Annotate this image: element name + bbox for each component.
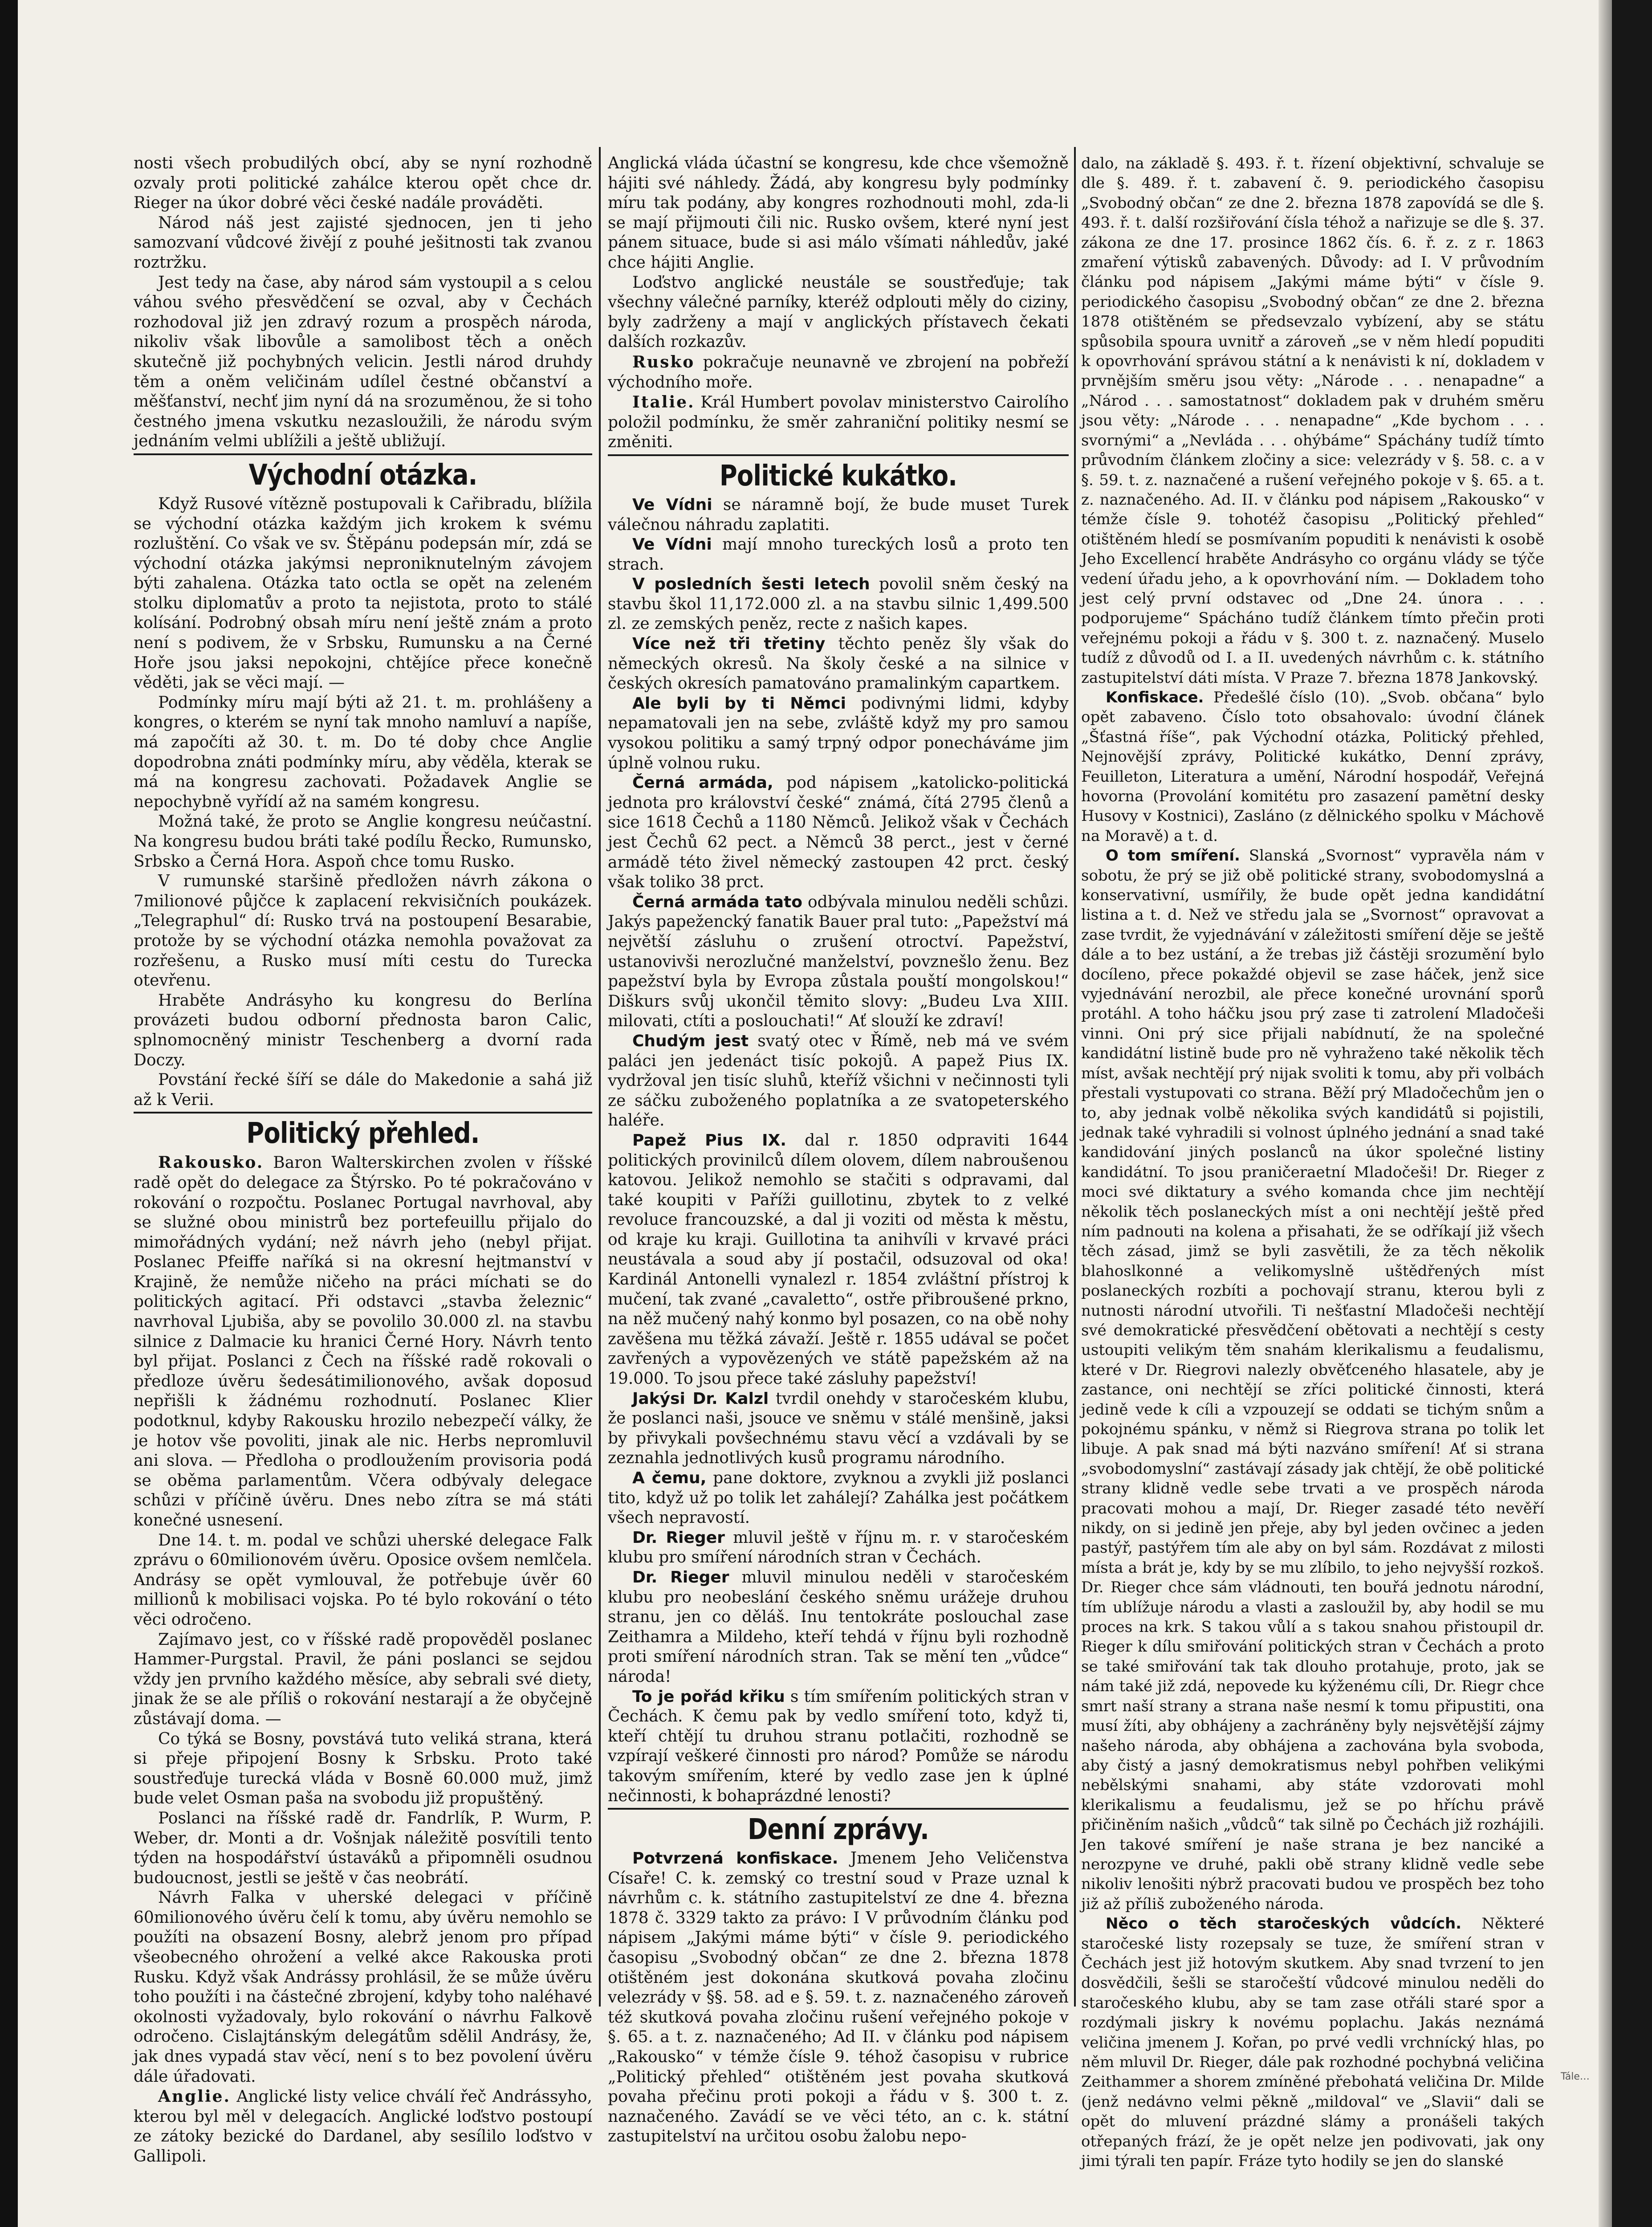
paragraph-text: mluvil minulou neděli v staročeském klubu pro neobeslání českého sněmu urážeje druhou stranu, jen co děláš. Inu tentokráte poslouchal zase Zeithamra a Mildeho, kteří tehdá v říjnu byli rozhodně proti smíření národních stran. Tak se mění ten „vůdce“ národa!	[608, 1568, 1069, 1686]
lead-text: Černá armáda tato	[632, 893, 803, 911]
paragraph-text: Předešlé číslo (10). „Svob. občana“ bylo opět zabaveno. Číslo toto obsahovalo: úvodní článek „Šťastná říše“, pak Východní otázka, Politický přehled, Nejnovější zprávy, Politické kukátko, Denní zprávy, Feuilleton, Literatura a umění, Národní hospodář, Veřejná hovorna (Provolání komitétu pro zasazení pamětní desky Husovy v Kostnici), Zasláno (z dělnického spolku v Máchově na Moravě) a t. d.	[1081, 688, 1544, 845]
paragraph	[608, 352, 1069, 392]
column-1	[134, 154, 592, 2166]
paragraph: Národ náš jest zajisté sjednocen, jen ti jeho samozvaní vůdcové živějí z pouhé ješitnosti tak zvanou roztržku.	[134, 213, 592, 272]
paragraph-text: mluvil ještě v říjnu m. r. v staročeském klubu pro smíření národních stran v Čechách.	[608, 1528, 1069, 1567]
section-rule	[608, 454, 1069, 456]
lead-text: Ve Vídni	[632, 535, 712, 554]
paragraph: Dne 14. t. m. podal ve schůzi uherské delegace Falk zprávu o 60milionovém úvěru. Oposice ovšem nemlčela. Andrásy se opět vymlouval, že potřebuje úvěr 60 millionů k mobilisaci vojska. Po té bylo rokování o této věci odročeno.	[134, 1531, 592, 1629]
paragraph: Povstání řecké šíří se dále do Makedonie a sahá již až k Verii.	[134, 1071, 592, 1109]
lead-text: Chudým jest	[632, 1032, 749, 1050]
paragraph-text: odbývala minulou neděli schůzi. Jakýs papežencký fanatik Bauer pral tuto: „Papežství má největší zásluhu o zrušení otroctví. Papežství, ustanovivši nerozlučné manželství, povznešlo ženu. Bez papežství byla by Evropa zůstala pouští mongolskou!“ Diškurs svůj ukončil těmito slovy: „Budeu Lva XIII. milovati, ctíti a poslouchati!“ Ať slouží ke zdraví!	[608, 893, 1069, 1031]
paragraph	[608, 392, 1069, 453]
lead-text: V posledních šesti letech	[632, 575, 870, 594]
section-rule	[608, 1808, 1069, 1810]
lead-text: Dr. Rieger	[632, 1528, 725, 1547]
lead-text: Ve Vídni	[632, 495, 712, 514]
column-2	[608, 154, 1069, 2146]
lead-text: Dr. Rieger	[632, 1568, 729, 1587]
lead-russia: Rusko	[632, 352, 695, 371]
column-3	[1081, 154, 1544, 2170]
paragraph	[608, 773, 1069, 893]
paragraph	[608, 535, 1069, 575]
section-rule	[134, 453, 592, 455]
paragraph-text: Anglické listy velice chválí řeč Andrássyho, kterou byl měl v delegacích. Anglické loďstvo postoupí ze zátoky bezické do Dardanel, aby sesílilo loďstvo v Gallipoli.	[134, 2088, 592, 2166]
lead-england: Anglie.	[158, 2087, 231, 2106]
lead-text: Potvrzená konfiskace.	[632, 1849, 838, 1868]
paragraph: Podmínky míru mají býti až 21. t. m. prohlášeny a kongres, o kterém se nyní tak mnoho namluví a napíše, má započíti až 30. t. m. Do té doby chce Anglie dopodrobna znáti podmínky míru, aby věděla, kterak se má na kongresu zachovati. Požadavek Anglie se nepochybně vyřídí až na samém kongresu.	[134, 693, 592, 811]
scan-edge-shadow	[1599, 0, 1612, 2227]
paragraph-text: svatý otec v Římě, neb má ve svém paláci jen jedenáct tisíc pokojů. A papež Pius IX. vydržoval jen tisíc sluhů, kteříž všichni v nečinnosti tyli ze sáčku zuboženého poplatníka a ze svatopeterského haléře.	[608, 1032, 1069, 1130]
paragraph-text: tvrdil onehdy v staročeském klubu, že poslanci naši, jsouce ve sněmu v stálé menšině, jaksi by přivykali povšechnému stavu věcí a vzdávali by se zeznahla jednotlivých kusů programu národního.	[608, 1389, 1069, 1468]
paragraph: V rumunské staršině předložen návrh zákona o 7milionové půjčce k zaplacení rekvisičních poukázek. „Telegraphul“ dí: Rusko trvá na postoupení Besarabie, protože by se východní otázka nemohla považovat za rozřešenu, a Rusko musí míti cestu do Turecka otevřenu.	[134, 872, 592, 990]
scan-edge-left	[0, 0, 18, 2227]
paragraph	[608, 694, 1069, 773]
heading-eastern-question: Východní otázka.	[248, 458, 477, 492]
paragraph-text: podivnými lidmi, kdyby nepamatovali jen na sebe, zvláště když my pro samou vysokou politiku a samý trpný odpor ponecháváme jim úplně volnou ruku.	[608, 694, 1069, 772]
paragraph	[608, 495, 1069, 535]
section-rule	[134, 1112, 592, 1114]
paragraph	[1081, 1914, 1544, 2171]
lead-text: Jakýsi Dr. Kalzl	[632, 1389, 769, 1408]
lead-text: Něco o těch staročeských vůdcích.	[1106, 1915, 1462, 1933]
paragraph: dalo, na základě §. 493. ř. t. řízení objektivní, schvaluje se dle §. 489. ř. t. zabavení č. 9. periodického časopisu „Svobodný občan“ ze dne 2. března 1878 zapovídá se dle §. 493. ř. t. další rozšiřování čísla téhož a nařizuje se dle §. 37. zákona ze dne 17. prosince 1862 čís. 6. ř. z. z r. 1863 zmaření výtisků zabavených. Důvody: ad I. V průvodním článku pod nápisem „Jakými máme býti“ v čísle 9. periodického časopisu „Svobodný občan“ ze dne 2. března 1878 otištěném se předsevzalo vybízení, aby se státu spůsobila spoura uvnitř a zároveň „se v něm hledí popuditi k opovrhování správou státní a k nenávisti k ní, dokladem v prvnějším směru jsou věty: „Národe . . . nenapadne“ a „Národ . . . samostatnost“ dokladem pak v druhém směru jsou věty: „Národe . . . nenapadne“ „Kde bychom . . . svornými“ a „Nevláda . . . ohýbáme“ Spáchány tudíž tímto průvodním článkem zločiny a sice: velezrády v §. 58. c. a v §. 59. t. z. naznačené a rušení veřejného pokoje v §. 65. a t. z. naznačeného. Ad. II. v článku pod nápisem „Rakousko“ v témže čísle 9. tohotéž časopisu „Politický přehled“ otištěném hledí se posmívaním popuditi k nenávisti k osobě Jeho Excellencí hraběte Andrásyho co orgánu vlády se týče vedení úřadu jeho, a k opovrhování ním. — Dokladem toho jest celý první odstavec od „Dne 24. února . . . podporujeme“ Spácháno tudíž článkem tímto přečin proti veřejnému pokoji a řádu v §. 300 t. z. naznačený. Muselo tudíž z důvodů od I. a II. uvedených návrhům c. k. státního zastupitelství dáti místa. V Praze 7. března 1878 Jankovský.	[1081, 155, 1544, 687]
paragraph-text: pane doktore, zvyknou a zvykli již poslanci tito, když už po tolik let zahálejí? Zahálka jest počátkem všech nepravostí.	[608, 1469, 1069, 1527]
heading-daily-news: Denní zprávy.	[748, 1813, 929, 1847]
lead-text: Papež Pius IX.	[632, 1131, 786, 1150]
paragraph	[608, 634, 1069, 694]
lead-italy: Italie.	[632, 393, 695, 412]
paragraph: Hraběte Andrásyho ku kongresu do Berlína provázeti budou odborní přednosta baron Calic, splnomocněný ministr Teschenberg a dvorní rada Doczy.	[134, 991, 592, 1069]
paragraph	[608, 1528, 1069, 1568]
lead-text: Ale byli by ti Němci	[632, 694, 846, 713]
paragraph	[1081, 688, 1544, 846]
heading-political-overview: Politický přehled.	[246, 1117, 480, 1150]
lead-austria: Rakousko.	[158, 1153, 264, 1172]
column-rule	[599, 147, 601, 2007]
paragraph-text: Baron Walterskirchen zvolen v říšské radě opět do delegace za Štýrsko. Po té pokračováno v rokování o rozpočtu. Poslanec Portugal navrhoval, aby se služné obou ministrů bez portefeuillu přijalo do mimořádných vydání; než návrh jeho (nebyl přijat. Poslanec Pfeiffe naříká si na okresní hejtmanství v Krajině, že nemůže ničeho na práci míchati se do politických agitací. Při odstavci „stavba železnic“ navrhoval Ljubiša, aby se povolilo 30.000 zl. na stavbu silnice z Dalmacie ku hranici Černé Hory. Návrh tento byl přijat. Poslanci z Čech na říšské radě rokovali o předloze úvěru šedesátimilionového, avšak doposud nepřišli k žádnému rozhodnutí. Poslanec Klier podotknul, kdyby Rakousku hrozilo nebezpečí války, že je hotov vše povoliti, jinak ale nic. Herbs nepromluvil ani slova. — Předloha o prodloužením provisoria podá se oběma parlamentům. Včera odbývaly delegace schůzi v příčině úvěru. Dnes nebo zítra se má státi konečné usnesení.	[134, 1154, 592, 1530]
paragraph	[608, 1849, 1069, 2147]
scan-edge-right	[1612, 0, 1652, 2227]
paragraph-text: s tím smířením politických stran v Čechách. K čemu pak by vedlo smíření toto, když ti, kteří chtějí tu druhou stranu potlačiti, rozhodně se vzpírají veškeré činnosti pro národ? Pomůže se národu takovým smířením, které by vedlo zase jen k úplné nečinnosti, k bohaprázdné lenosti?	[608, 1687, 1069, 1805]
paragraph-text: dal r. 1850 odpraviti 1644 politických provinilců dílem olovem, dílem nabroušenou katovou. Jelikož nemohlo se stačiti s odpravami, dal také koupiti v Paříži guillotinu, zbytek to z velké revoluce francouzské, a dal ji voziti od města k městu, od kraje ku kraji. Guillotina ta anihvíli v krvavé práci neustávala a soud aby jí postačil, odsuzoval od oka! Kardinál Antonelli vynalezl r. 1854 zvláštní přístroj k mučení, tak zvané „cavaletto“, ostře přibroušené prkno, na něž mučený nahý konmo byl posazen, co na obě nohy zavěšena mu těžká závaží. Ještě r. 1855 udával se počet zavřených a vypovězených ve státě papežském až na 19.000. To jsou přece také zásluhy papežství!	[608, 1131, 1069, 1388]
paragraph-text: Král Humbert povolav ministerstvo Cairolího položil podmínku, že směr zahraniční politiky nesmí se změniti.	[608, 393, 1069, 452]
paragraph	[608, 575, 1069, 634]
paragraph	[608, 1687, 1069, 1807]
paragraph: Návrh Falka v uherské delegaci v příčině 60milionového úvěru čelí k tomu, aby úvěru nemohlo se použíti na obsazení Bosny, alebrž jenom pro případ všeobecného ohrožení a velké akce Rakouska proti Rusku. Když však Andrássy prohlásil, že se může úvěru toho použíti i na částečné zbrojení, kdyby toho naléhavé okolnosti vyžadovaly, bylo rokování o návrhu Falkově odročeno. Cislajtánským delegátům sdělil Andrásy, že, jak dnes vypadá stav věcí, není s to bez povolení úvěru dále úřadovati.	[134, 1888, 592, 2086]
paragraph: Zajímavo jest, co v říšské radě propověděl poslanec Hammer-Purgstal. Pravil, že páni poslanci se sejdou vždy jen prvního každého měsíce, aby sebrali své diety, jinak že se ale příliš o rokování nestarají a že obyčejně zůstávají doma. —	[134, 1630, 592, 1728]
lead-text: To je pořád křiku	[632, 1687, 785, 1706]
lead-text: Více než tři třetiny	[632, 635, 826, 653]
paragraph	[134, 1153, 592, 1530]
paragraph: Poslanci na říšské radě dr. Fandrlík, P. Wurm, P. Weber, dr. Monti a dr. Vošnjak náležitě posvítili tento týden na hospodářství ústaváků a připomněli osudnou budoucnost, jestli se ještě v čas neobrátí.	[134, 1809, 592, 1887]
column-rule	[1074, 147, 1076, 2007]
lead-text: A čemu,	[632, 1469, 707, 1487]
paragraph	[134, 2087, 592, 2166]
paragraph-text: povolil sněm český na stavbu škol 11,172.000 zl. a na stavbu silnic 1,499.500 zl. ze zemských peněz, recte z našich kapes.	[608, 575, 1069, 633]
lead-text: O tom smíření.	[1106, 847, 1240, 865]
lead-text: Černá armáda,	[632, 774, 773, 792]
paragraph: Jest tedy na čase, aby národ sám vystoupil a s celou váhou svého přesvědčení se ozval, aby v Čechách rozhodoval již jen zdravý rozum a prospěch národa, nikoliv však libovůle a samolibost těch a oněch skutečně již pochybných velicin. Jestli národ druhdy těm a oněm veličinám udílel čestné občanství a měšťanství, nechť jim nyní dá na srozuměnou, že si toho čestného jmena vskutku nezasloužili, že národu svým jednáním velmi ublížili a ještě ubližují.	[134, 273, 592, 451]
paragraph: nosti všech probudilých obcí, aby se nyní rozhodně ozvaly proti politické zahálce kterou opět chce dr. Rieger na úkor dobré věci české nadále prováděti.	[134, 154, 592, 212]
paragraph-text: Jmenem Jeho Veličenstva Císaře! C. k. zemský co trestní soud v Praze uznal k návrhům c. k. státního zastupitelství ze dne 4. března 1878 č. 3329 takto za právo: I V průvodním článku pod nápisem „Jakými máme býti“ v čísle 9. periodického časopisu „Svobodný občan“ ze dne 2. března 1878 otištěném jest dokonána skutková povaha zločinu velezrády v §§. 58. ad e §. 59. t. z. naznačeného zároveň též skutková povaha zločinu rušení veřejného pokoje v §. 65. a t. z. naznačeného; Ad II. v článku pod nápisem „Rakousko“ v témže čísle 9. téhož časopisu v rubrice „Politický přehled“ otištěném jest povaha skutková povaha přečinu proti pokoji a řádu v §. 300 t. z. naznačeného. Zavádí se ve věci této, an c. k. státní zastupitelství na určitou osobu žalobu nepo-	[608, 1849, 1069, 2146]
paragraph-text: Některé staročeské listy rozepsaly se tuze, že smíření stran v Čechách jest již hotovým skutkem. Aby snad tvrzení to jen dosvědčili, šešli se staročeští vůdcové minulou neděli do staročeského klubu, aby se tam zase otřáli staré spor a rozdýmali jiskry k novému poplachu. Jakás neznámá veličina jmenem J. Kořan, po prvé vedli vrchnícký hlas, po něm mluvil Dr. Rieger, dále pak rozhodné pochybná veličina Zeithammer a shorem zmíněné přebohatá veličina Dr. Milde (jenž nedávno velmi pěkně „mildoval“ ve „Slavii“ dali se opět do mluvení prázdné slámy a pronášeli takých otřepaných frází, že je opět nelze jen podivovati, jak ony jimi týrali ten papír. Fráze tyto hodily se jen do slanské	[1081, 1915, 1544, 2170]
margin-mark: Tále…	[1561, 2071, 1590, 2082]
paragraph: Možná také, že proto se Anglie kongresu neúčastní. Na kongresu budou bráti také podílu Řecko, Rumunsko, Srbsko a Černá Hora. Aspoň chce tomu Rusko.	[134, 812, 592, 871]
paragraph-text: se náramně bojí, že bude muset Turek válečnou náhradu zaplatiti.	[608, 495, 1069, 534]
paragraph	[1081, 846, 1544, 1914]
paragraph-text: Slanská „Svornost“ vypravěla nám v sobotu, že prý se již obě politické strany, svobodomyslná a konservativní, usmířily, že bude opět jedna kandidátní listina a t. d. Než ve středu jala se „Svornost“ opravovat a zase tvrdit, že vyjednávání v záležitosti smíření děje se ještě dále a to bez ustání, a že trebas již částěji srozumění bylo docíleno, přece pokaždé objevil se zase háček, jenž sice vyjednávání nerozbil, ale přece konečné urovnání sporů protáhl. A toho háčku jsou prý zase ti zatrolení Mladočeši vinni. Oni prý sice přijali nabídnutí, že na společné kandidátní listině bude pro ně vyhraženo také několik těch míst, avšak nechtějí prý nijak svoliti k tomu, aby při volbách přestali vystupovati co strana. Běží prý Mladočechům jen o to, aby jednak volbě několika svých kandidátů si pojistili, jednak také vyhradili si volnost úplného jednání a snad také kandidování jiných poslanců na úkor společné listiny kandidátní. To jsou praničeraetní Mladočeši! Dr. Rieger z moci své diktatury a svého komanda chce jim nechtějí několik těch poslaneckých míst a oni nechtějí ještě před ním padnouti na kolena a přisahati, že se odříkají již všech těch zásad, jimž se byli zasvětili, že za těch několik blahoslkonné a velikomyslně uštědřených míst poslaneckých rozbíti a pochovají stranu, kterou byli z nutnosti národní utvořili. Ti nešťastní Mladočeši nechtějí své demokratické přesvědčení obětovati a nechtějí s cesty ustoupiti velikým těm snahám klerikalismu a feudalismu, které v Dr. Riegrovi nalezly obvěťceného hlasatele, aby je zastance, oni nechtějí se zříci politické činnosti, která jedině vede k cíli a vzpouzejí se oddati se tichým snům a pokojnému spánku, v němž si Riegrova strana po tolik let libuje. A pak snad má býti nazváno smíření! Ať si strana „svobodomyslní“ zastávají zásady jak chtějí, že obě politické strany klidně vedle sebe trvati a ve prospěch národa pracovati mohou a mají, Dr. Rieger zasadé této nevěří nikdy, on si jedině jen přeje, aby byl jeden ovčinec a jeden pastýř, pastýřem tím ale aby on byl sám. Rozdávat z milosti místa a brát je, kdy by se mu zlíbilo, to jeho nejvyšší rozkoš. Dr. Rieger chce sám vládnouti, ten bouřá jednotu národní, tím ublížuje národu a vlasti a zasloužil by, aby hodil se mu proces na krk. S takou vůlí a s takou snahou přistoupil dr. Rieger k dílu smiřování politických stran v Čechách a proto se také smiřování tak tak dlouho protahuje, proto, jak se nám také již zdá, nepovede ku kýženému cíli, Dr. Riegr chce smrt naší strany a strana naše nesmí k tomu připustiti, ona musí žíti, aby obhájeny a zachráněny byly nejsvětější zájmy našeho národa, aby obhájena a zachována byla svoboda, aby čistý a jasný demokratismus nebyl pohřben velikými nebělskými snahami, aby státe vzdorovati mohl klerikalismu a feudalismu, jež se po hříchu právě přičiněním našich „vůdců“ tak silně po Čechách již rozhájili. Jen takové smíření je naše strana je bez nanciké a nerozpyne ve druhé, pakli obě strany klidně vedle sebe nikoliv lenošiti nýbrž pracovati budou ve prospěch bez toho již až příliš zuboženého národa.	[1081, 847, 1544, 1913]
paragraph: Anglická vláda účastní se kongresu, kde chce všemožně hájiti své náhledy. Žádá, aby kongresu byly podmínky míru tak podány, aby kongres rozhodnouti mohl, zda-li se mají přijmouti čili nic. Rusko ovšem, které nyní jest pánem situace, bude si asi málo všímati náhledův, jaké chce hájiti Anglie.	[608, 154, 1069, 272]
heading-political-peephole: Politické kukátko.	[719, 459, 957, 493]
paragraph-text: těchto peněz šly však do německých okresů. Na školy české a na silnice v českých okresích pamatováno pramalinkým capartkem.	[608, 635, 1069, 693]
paragraph	[608, 1568, 1069, 1687]
paragraph	[608, 1468, 1069, 1528]
paragraph	[608, 1389, 1069, 1468]
paragraph-text: pokračuje neunavně ve zbrojení na pobřeží východního moře.	[608, 353, 1069, 392]
paragraph	[608, 1131, 1069, 1389]
paragraph-text: pod nápisem „katolicko-politická jednota pro království české“ známá, čítá 2795 členů a sice 1618 Čechů a 1180 Němců. Jelikož však v Čechách jest Čechů 62 pect. a Němců 38 perct., jest v černé armádě této živel německý zastoupen 42 prct. český však toliko 38 prct.	[608, 774, 1069, 892]
paragraph	[608, 1032, 1069, 1131]
lead-text: Konfiskace.	[1106, 688, 1204, 706]
paragraph	[608, 893, 1069, 1032]
paragraph: Když Rusové vítězně postupovali k Cařibradu, blížila se východní otázka každým jich krokem k svému rozluštění. Co však ve sv. Štěpánu podepsán mír, zdá se východní otázka jakýmsi neproniknutelným závojem býti zahalena. Otázka tato octla se opět na zeleném stolku diplomatův a proto ta nejistota, proto to stálé kolísání. Podrobný obsah míru není ještě znám a proto není s podivem, že v Srbsku, Rumunsku a na Černé Hoře jsou jaksi nepokojni, chtějíce přece konečně věděti, jak se věci mají. —	[134, 494, 592, 692]
paragraph: Loďstvo anglické neustále se soustřeďuje; tak všechny válečné parníky, kteréž odplouti měly do ciziny, byly zadrženy a mají v anglických přístavech čekati dalších rozkazův.	[608, 273, 1069, 351]
paragraph-text: mají mnoho tureckých losů a proto ten strach.	[608, 535, 1069, 574]
paragraph: Co týká se Bosny, povstává tuto veliká strana, která si přeje připojení Bosny k Srbsku. Proto také soustřeďuje turecká vláda v Bosně 60.000 muž, jimž bude velet Osman paša na svobodu již propuštěný.	[134, 1729, 592, 1808]
